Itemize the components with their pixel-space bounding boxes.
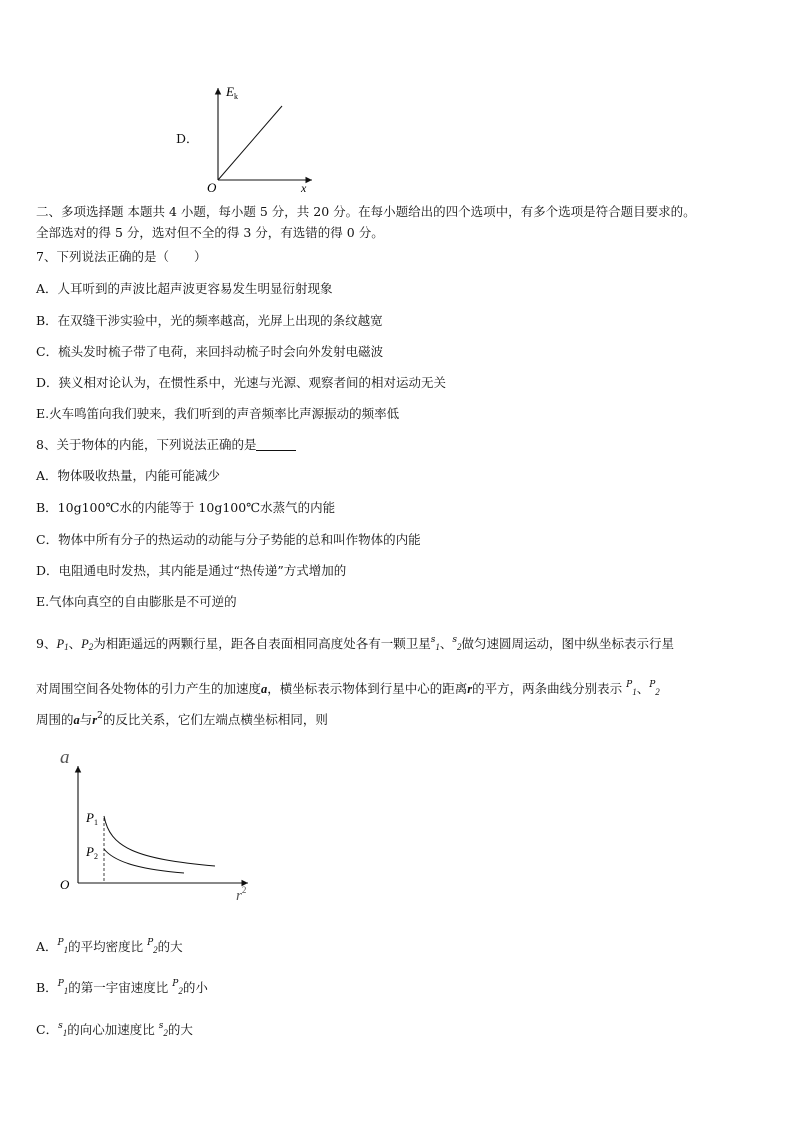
q8-stem: 8、关于物体的内能，下列说法正确的是 xyxy=(36,436,296,454)
q9-stem-line1: 9、$P_1$、$P_2$为相距遥远的两颗行星，距各自表面相同高度处各有一颗卫星$^s_1$、$^s_2$做匀速圆周运动，图中纵坐标表示行星 xyxy=(36,635,675,652)
section2-instructions-line1: 二、多项选择题 本题共 4 小题，每小题 5 分，共 20 分。在每小题给出的四个选项中，有多个选项是符合题目要求的。 xyxy=(36,204,696,219)
q9-stem-line3: 周围的a与$r^2$的反比关系，它们左端点横坐标相同，则 xyxy=(36,711,328,727)
q9-stem-line2: 对周围空间各处物体的引力产生的加速度a，横坐标表示物体到行星中心的距离r的平方，两条曲线分别表示 $^P_1$、$^P_2$ xyxy=(36,680,660,697)
x-axis-label: $r^2$ xyxy=(236,885,247,904)
origin-label: O xyxy=(60,877,70,892)
q7-option-e: E.火车鸣笛向我们驶来，我们听到的声音频率比声源振动的频率低 xyxy=(36,406,400,421)
q7-option-a: A．人耳听到的声波比超声波更容易发生明显衍射现象 xyxy=(36,281,333,296)
q7-option-d: D．狭义相对论认为，在惯性系中，光速与光源、观察者间的相对运动无关 xyxy=(36,375,447,390)
q7-option-b: B．在双缝干涉实验中，光的频率越高，光屏上出现的条纹越宽 xyxy=(36,313,383,328)
q6-option-d-label: D． xyxy=(176,131,199,146)
q9-option-c: C．$^s_1$的向心加速度比 $^s_2$的大 xyxy=(36,1021,193,1038)
q8-option-a: A．物体吸收热量，内能可能减少 xyxy=(36,468,221,483)
x-axis-label: x xyxy=(301,181,307,194)
q8-option-e: E.气体向真空的自由膨胀是不可逆的 xyxy=(36,594,237,609)
q8-option-b: B．10g100℃水的内能等于 10g100℃水蒸气的内能 xyxy=(36,500,336,515)
y-axis-label: $E_k$ xyxy=(226,84,238,101)
acceleration-vs-r2-graph xyxy=(52,746,262,906)
curve-p1 xyxy=(104,816,215,866)
section2-instructions-line2: 全部选对的得 5 分，选对但不全的得 3 分，有选错的得 0 分。 xyxy=(36,225,384,240)
q7-option-c: C．梳头发时梳子带了电荷，来回抖动梳子时会向外发射电磁波 xyxy=(36,344,384,359)
q8-option-c: C．物体中所有分子的热运动的动能与分子势能的总和叫作物体的内能 xyxy=(36,532,421,547)
origin-label: O xyxy=(207,180,217,194)
q9-option-a: A．$^P_1$的平均密度比 $^P_2$的大 xyxy=(36,938,183,955)
ek-line xyxy=(218,106,282,180)
q8-option-d: D．电阻通电时发热，其内能是通过“热传递”方式增加的 xyxy=(36,563,347,578)
ek-x-graph xyxy=(200,82,320,194)
q9-option-b: B．$^P_1$的第一宇宙速度比 $^P_2$的小 xyxy=(36,979,208,996)
curve-p2-label: $P_2$ xyxy=(86,844,98,861)
q7-stem: 7、下列说法正确的是（ ） xyxy=(36,249,207,264)
curve-p1-label: $P_1$ xyxy=(86,810,98,827)
answer-blank xyxy=(256,438,296,451)
y-axis-label: a xyxy=(60,747,70,768)
